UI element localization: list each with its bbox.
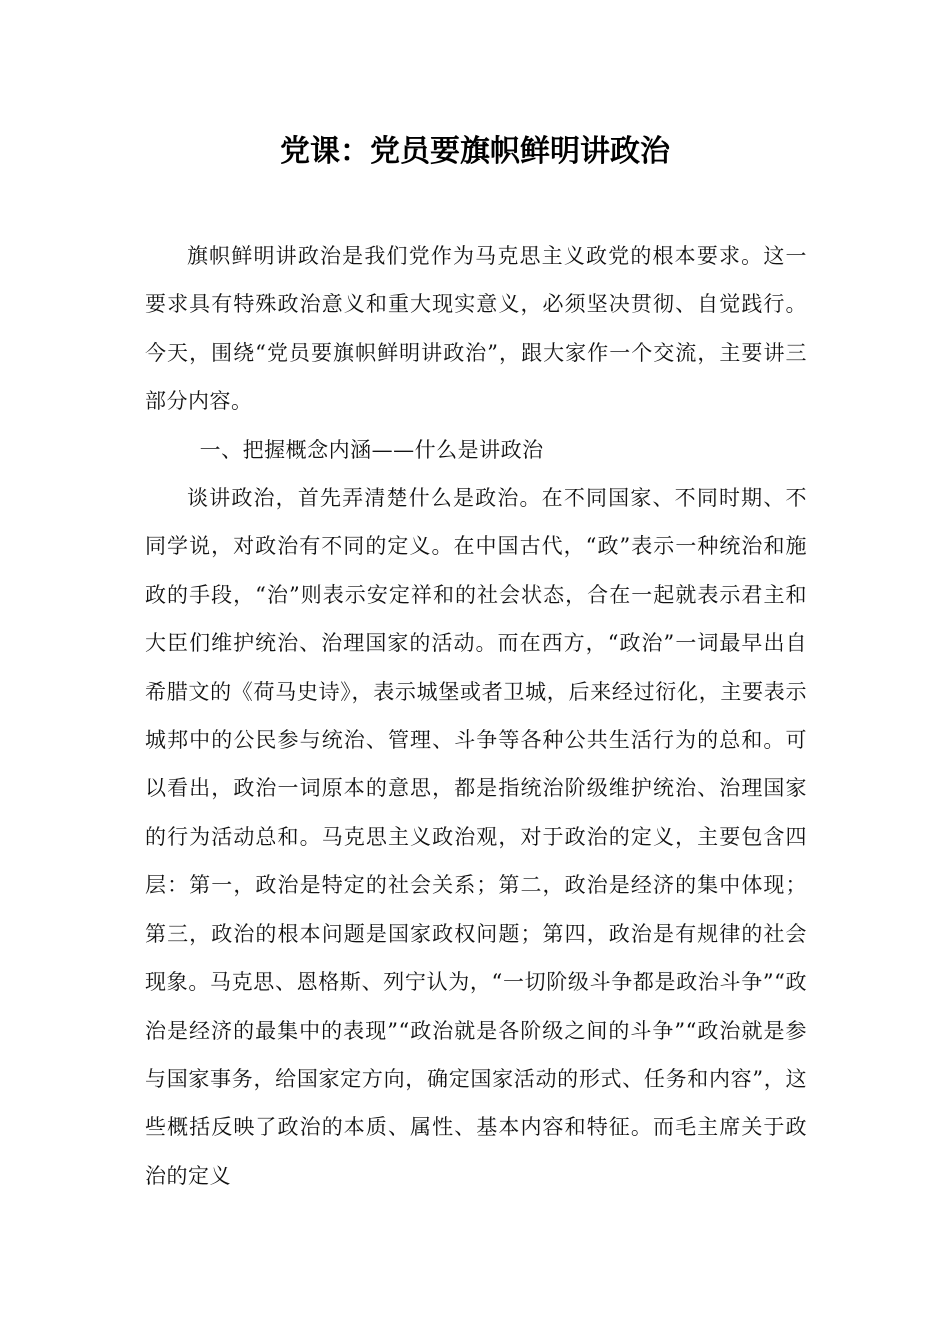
paragraph-intro: 旗帜鲜明讲政治是我们党作为马克思主义政党的根本要求。这一要求具有特殊政治意义和重大现实意义，必须坚决贯彻、自觉践行。今天，围绕“党员要旗帜鲜明讲政治”，跟大家作一个交流，主要讲三部分内容。 (145, 244, 807, 414)
paragraph-definition: 谈讲政治，首先弄清楚什么是政治。在不同国家、不同时期、不同学说，对政治有不同的定义。在中国古代，“政”表示一种统治和施政的手段，“治”则表示安定祥和的社会状态，合在一起就表示君主和大臣们维护统治、治理国家的活动。而在西方，“政治”一词最早出自希腊文的《荷马史诗》，表示城堡或者卫城，后来经过衍化，主要表示城邦中的公民参与统治、管理、斗争等各种公共生活行为的总和。可以看出，政治一词原本的意思，都是指统治阶级维护统治、治理国家的行为活动总和。马克思主义政治观，对于政治的定义，主要包含四层：第一，政治是特定的社会关系；第二，政治是经济的集中体现；第三，政治的根本问题是国家政权问题；第四，政治是有规律的社会现象。马克思、恩格斯、列宁认为，“一切阶级斗争都是政治斗争”“政治是经济的最集中的表现”“政治就是各阶级之间的斗争”“政治就是参与国家事务，给国家定方向，确定国家活动的形式、任务和内容”，这些概括反映了政治的本质、属性、基本内容和特征。而毛主席关于政治的定义 (145, 486, 807, 1188)
document-body (145, 232, 807, 1200)
document-title: 党课：党员要旗帜鲜明讲政治 (280, 134, 670, 169)
section-heading-1: 一、把握概念内涵——什么是讲政治 (199, 437, 544, 462)
